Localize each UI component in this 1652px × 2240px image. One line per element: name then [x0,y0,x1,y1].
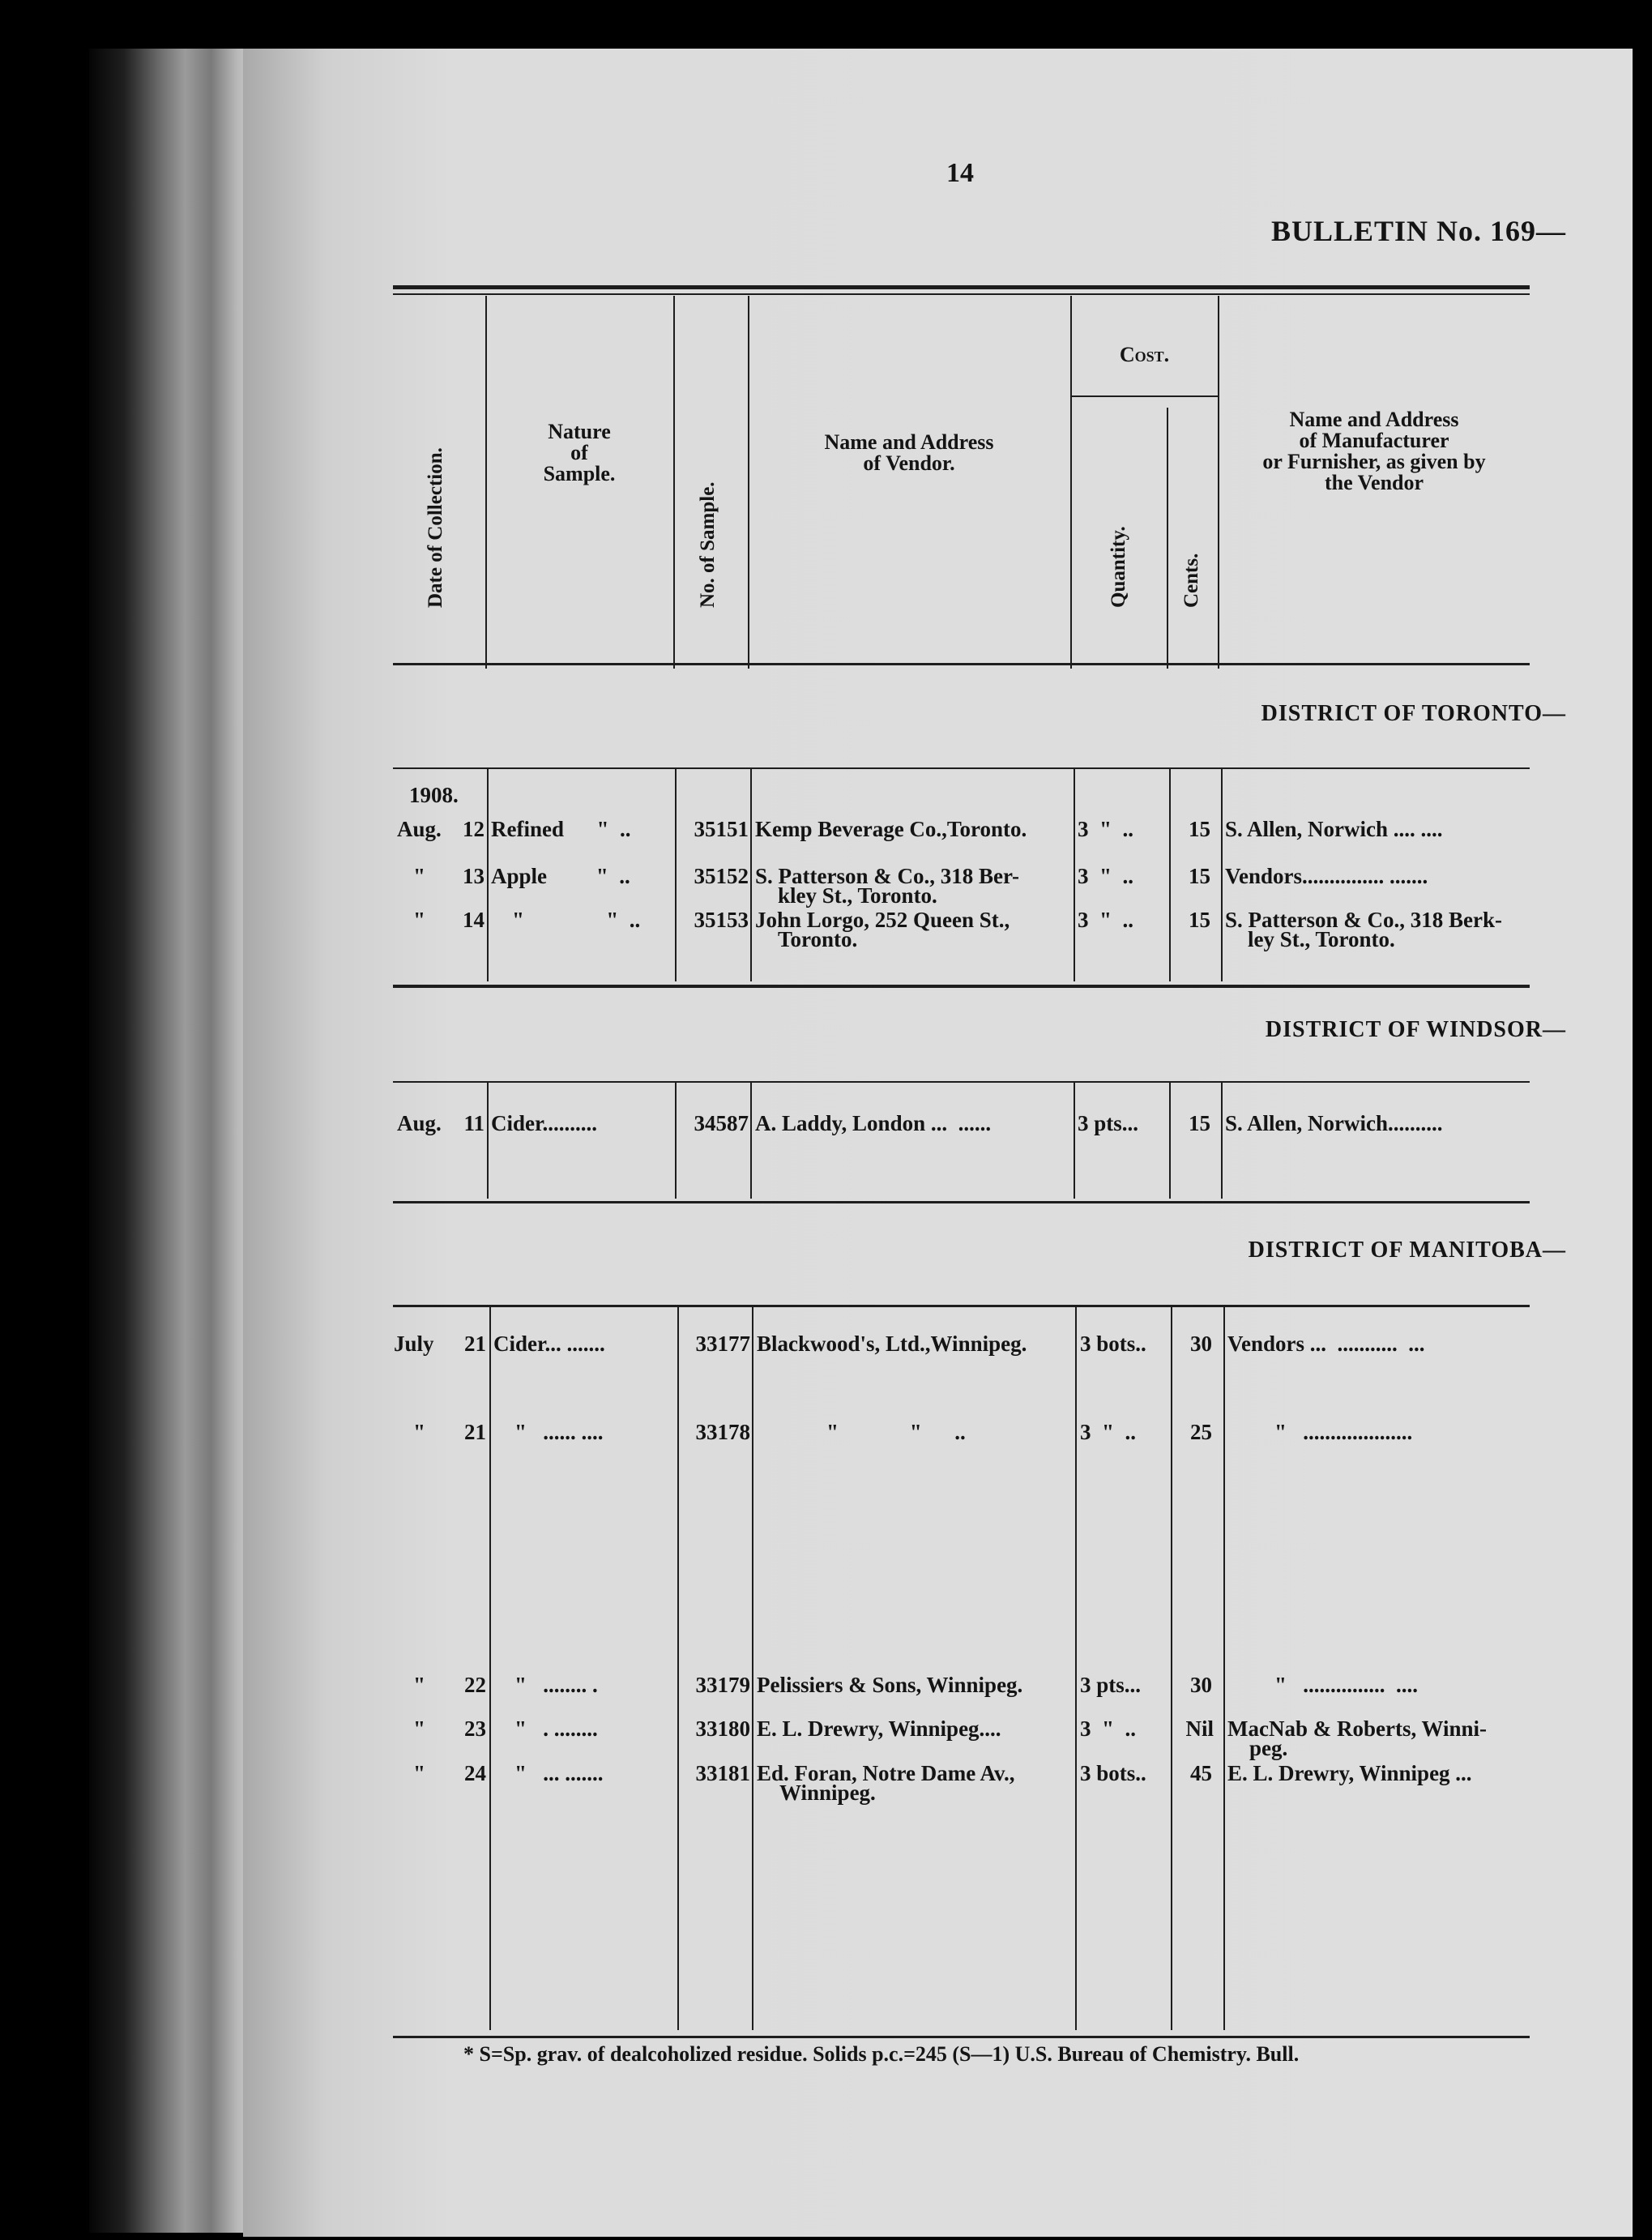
quantity: 3 bots.. [1080,1761,1146,1785]
date-day: 23 [464,1716,486,1741]
vendor-name: Pelissiers & Sons, Winnipeg. [757,1673,1023,1697]
date-month: Aug. [397,1111,442,1135]
vendor-address: Toronto. [778,927,858,951]
date-month: " [413,864,425,888]
sample-number: 33179 [695,1673,750,1697]
district-title-windsor: DISTRICT OF WINDSOR— [1265,1017,1566,1042]
date-day: 24 [464,1761,486,1785]
year-label: 1908. [409,783,459,807]
book-spine-edge [89,49,263,2233]
date-month: " [413,1761,425,1785]
sample-number: 35153 [694,908,749,932]
vendor-name: S. Patterson & Co., 318 Ber- [755,864,1019,888]
manufacturer: S. Patterson & Co., 318 Berk- [1225,908,1502,932]
header-nature-of-sample: Nature of Sample. [543,420,616,485]
manufacturer: MacNab & Roberts, Winni- [1227,1716,1488,1741]
sample-number: 33178 [695,1420,750,1444]
sample-nature: " ... ....... [514,1761,604,1785]
bulletin-title: BULLETIN No. 169— [1270,215,1566,247]
manufacturer-address: peg. [1249,1736,1288,1760]
quantity: 3 pts... [1078,1111,1139,1135]
sample-number: 35152 [694,864,749,888]
cents: 15 [1189,817,1210,841]
cents: 25 [1190,1420,1212,1444]
header-cost: Cost. [1119,343,1170,366]
sample-nature: Cider... ....... [493,1332,605,1356]
manufacturer: " .................... [1274,1420,1413,1444]
sample-nature: " ...... .... [514,1420,604,1444]
date-month: Aug. [397,817,442,841]
vendor-address: Winnipeg. [779,1780,876,1805]
sample-nature: Cider.......... [491,1111,598,1135]
sample-number: 33177 [695,1332,750,1356]
sample-nature: " . ........ [514,1716,598,1741]
header-quantity: Quantity. [1108,526,1129,608]
sample-nature: Apple " .. [491,864,630,888]
vendor-name: A. Laddy, London ... ...... [755,1111,992,1135]
date-day: 11 [463,1111,485,1135]
quantity: 3 " .. [1078,908,1133,932]
vendor-name: Blackwood's, Ltd.,Winnipeg. [757,1332,1027,1356]
sample-nature: " " .. [512,908,641,932]
manufacturer: S. Allen, Norwich .... .... [1225,817,1443,841]
vendor-name: John Lorgo, 252 Queen St., [755,908,1010,932]
manufacturer-address: ley St., Toronto. [1248,927,1395,951]
cents: 15 [1189,1111,1210,1135]
header-vendor: Name and Address of Vendor. [824,430,994,475]
cents: 15 [1189,908,1210,932]
sample-nature: " ........ . [514,1673,598,1697]
vendor-name: " " .. [826,1420,966,1444]
date-month: " [413,1420,425,1444]
manufacturer: Vendors............... ....... [1225,864,1428,888]
quantity: 3 " .. [1080,1420,1136,1444]
manufacturer: Vendors ... ........... ... [1227,1332,1425,1356]
manufacturer: S. Allen, Norwich.......... [1225,1111,1443,1135]
quantity: 3 " .. [1078,864,1133,888]
header-cents: Cents. [1180,553,1202,608]
footnote: * S=Sp. grav. of dealcoholized residue. Solids p.c.=245 (S—1) U.S. Bureau of Chemistry. Bull. [463,2042,1300,2066]
header-manufacturer: Name and Address of Manufacturer or Furnisher, as given by the Vendor [1262,408,1486,494]
cents: 30 [1190,1332,1212,1356]
date-day: 12 [463,817,485,841]
sample-number: 34587 [694,1111,749,1135]
date-day: 22 [464,1673,486,1697]
date-month: " [413,908,425,932]
quantity: 3 bots.. [1080,1332,1146,1356]
cents: Nil [1185,1716,1214,1741]
sample-number: 33180 [695,1716,750,1741]
header-number-of-sample: No. of Sample. [697,481,719,608]
vendor-address: kley St., Toronto. [778,883,937,908]
header-date-of-collection: Date of Collection. [425,447,446,608]
cents: 15 [1189,864,1210,888]
vendor-name: E. L. Drewry, Winnipeg.... [757,1716,1001,1741]
district-title-manitoba: DISTRICT OF MANITOBA— [1248,1238,1566,1263]
date-day: 21 [464,1332,486,1356]
date-day: 14 [463,908,485,932]
date-month: July [394,1332,434,1356]
page-number: 14 [946,158,974,188]
document-page [243,49,1633,2237]
date-day: 21 [464,1420,486,1444]
vendor-name: Kemp Beverage Co.,Toronto. [755,817,1027,841]
sample-nature: Refined " .. [491,817,631,841]
manufacturer: E. L. Drewry, Winnipeg ... [1227,1761,1472,1785]
date-month: " [413,1673,425,1697]
date-day: 13 [463,864,485,888]
sample-number: 35151 [694,817,749,841]
quantity: 3 pts... [1080,1673,1142,1697]
quantity: 3 " .. [1078,817,1133,841]
district-title-toronto: DISTRICT OF TORONTO— [1261,701,1566,726]
quantity: 3 " .. [1080,1716,1136,1741]
manufacturer: " ............... .... [1274,1673,1418,1697]
vendor-name: Ed. Foran, Notre Dame Av., [757,1761,1015,1785]
sample-number: 33181 [695,1761,750,1785]
cents: 45 [1190,1761,1212,1785]
cents: 30 [1190,1673,1212,1697]
date-month: " [413,1716,425,1741]
